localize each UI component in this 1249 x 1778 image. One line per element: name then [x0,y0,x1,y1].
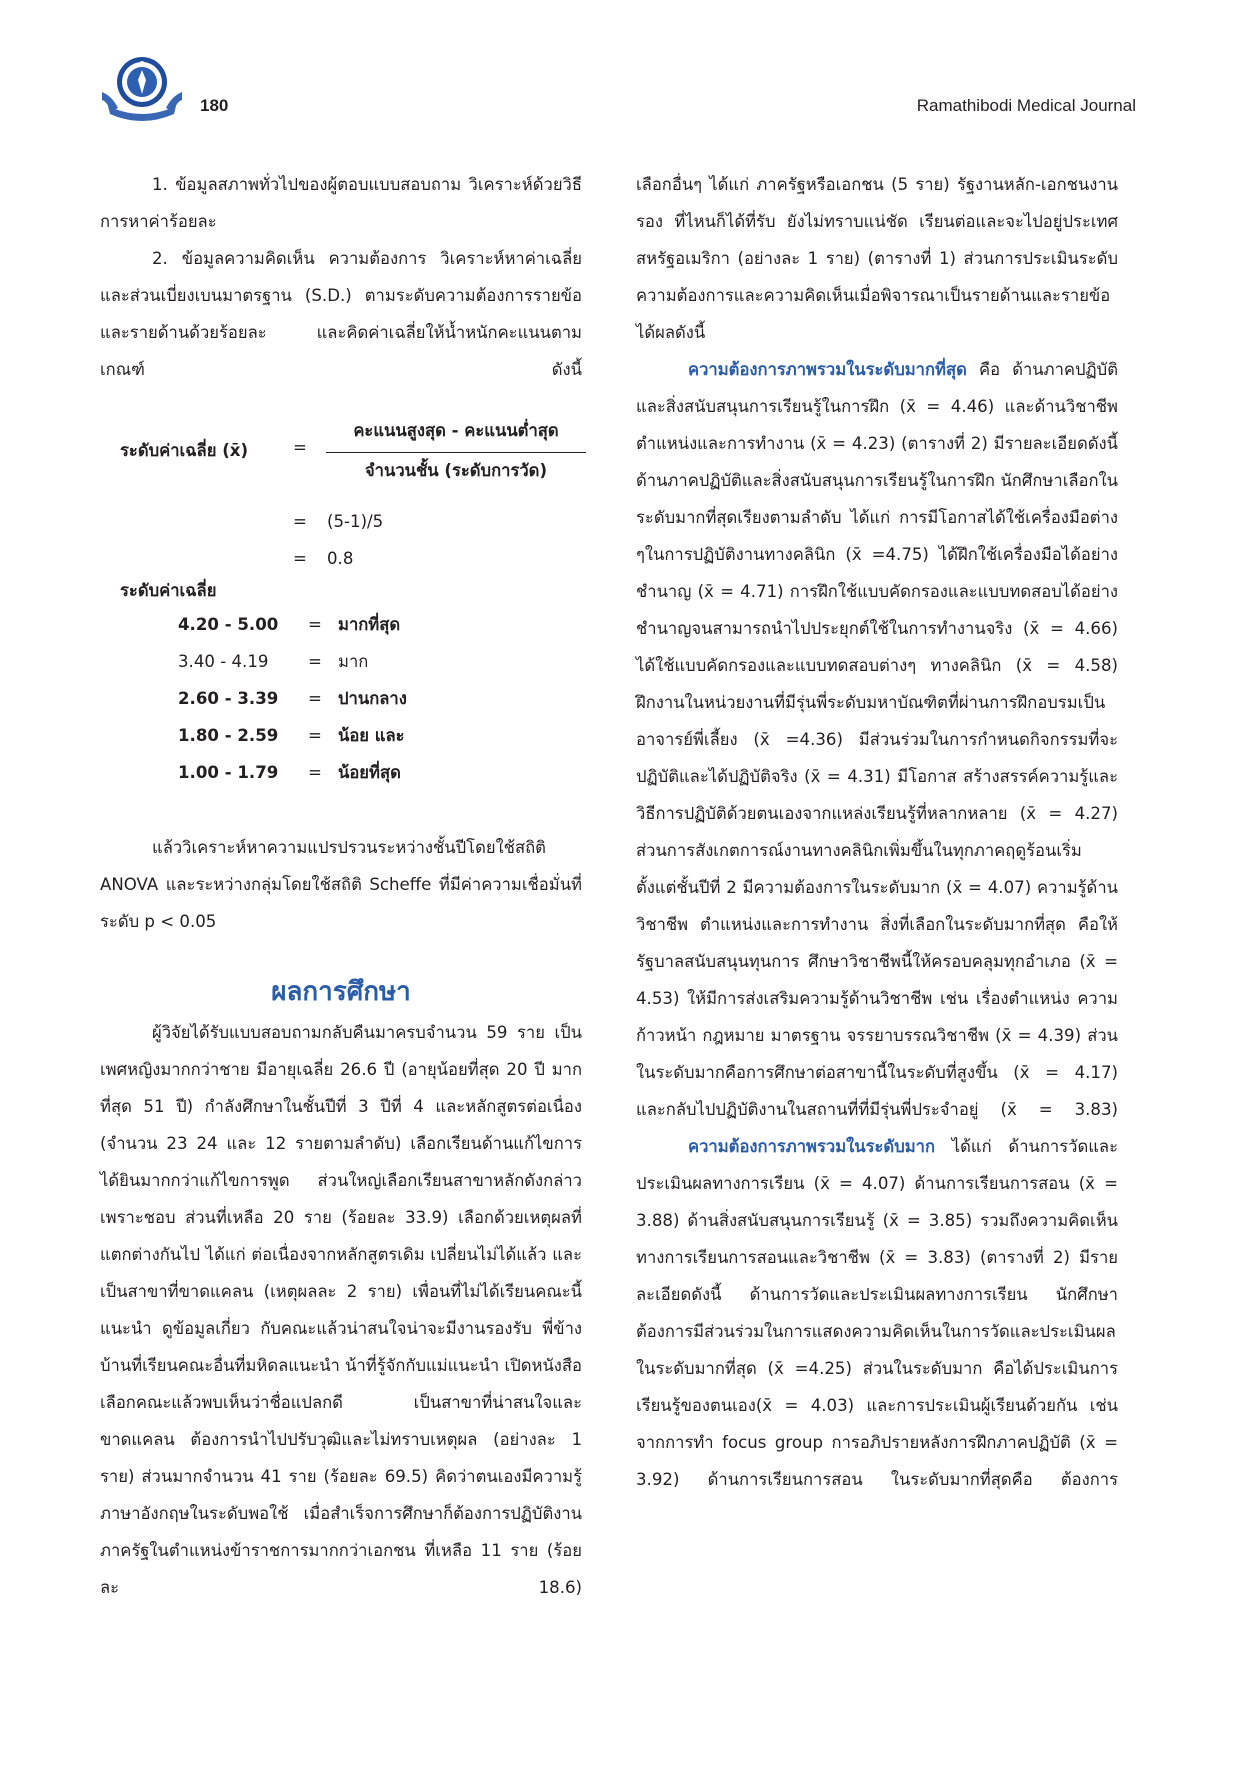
level-row [178,643,407,680]
journal-logo [100,52,184,124]
average-levels-table [178,606,407,791]
level-range: 3.40 - 4.19 [178,652,269,671]
formula-step-1: (5-1)/5 [327,512,384,531]
level-label: มากที่สุด [338,614,401,634]
level-range: 1.80 - 2.59 [178,726,279,745]
average-formula [100,421,582,610]
spacer [100,791,582,829]
level-equals: = [308,726,322,745]
anova-paragraph: แล้ววิเคราะห์หาความแปรปรวนระหว่างชั้นปีโดยใช้สถิติ ANOVA และระหว่างกลุ่มโดยใช้สถิติ Scheffe ที่มีค่าความเชื่อมั่นที่ระดับ p < 0.05 [100,838,582,931]
level-label: น้อย และ [338,725,405,745]
journal-name: Ramathibodi Medical Journal [916,96,1136,115]
level-equals: = [308,763,322,782]
page-number: 180 [200,96,229,115]
formula-label: ระดับค่าเฉลี่ย (x̄) [120,441,249,460]
method-item-1: 1. ข้อมูลสภาพทั่วไปของผู้ตอบแบบสอบถาม วิเคราะห์ด้วยวิธีการหาค่าร้อยละ [100,175,582,231]
high-needs-heading: ความต้องการภาพรวมในระดับมาก [688,1137,936,1156]
level-equals: = [308,652,322,671]
highest-needs-heading: ความต้องการภาพรวมในระดับมากที่สุด [688,360,967,379]
highest-needs-text: คือ ด้านภาคปฏิบัติและสิ่งสนับสนุนการเรียนรู้ในการฝึก (x̄ = 4.46) และด้านวิชาชีพ ตำแหน่งและการทำงาน (x̄ = 4.23) (ตารางที่ 2) มีรายละเอียดดังนี้ ด้านภาคปฏิบัติและสิ่งสนับสนุนการเรียนรู้ในการฝึก นักศึกษาเลือกในระดับมากที่สุดเรียงตามลำดับ ได้แก่ การมีโอกาสได้ใช้เครื่องมือต่าง ๆในการปฏิบัติงานทางคลินิก (x̄ =4.75) ได้ฝึกใช้เครื่องมือได้อย่างชำนาญ (x̄ = 4.71) การฝึกใช้แบบคัดกรองและแบบทดสอบได้อย่างชำนาญจนสามารถนำไปประยุกต์ใช้ในการทำงานจริง (x̄ = 4.66) ได้ใช้แบบคัดกรองและแบบทดสอบต่างๆ ทางคลินิก (x̄ = 4.58) ฝึกงานในหน่วยงานที่มีรุ่นพี่ระดับมหาบัณฑิตที่ผ่านการฝึกอบรมเป็นอาจารย์พี่เลี้ยง (x̄ =4.36) มีส่วนร่วมในการกำหนดกิจกรรมที่จะปฏิบัติและได้ปฏิบัติจริง (x̄ = 4.31) มีโอกาส สร้างสรรค์ความรู้และวิธีการปฏิบัติด้วยตนเองจากแหล่งเรียนรู้ที่หลากหลาย (x̄ = 4.27) ส่วนการสังเกตการณ์งานทางคลินิกเพิ่มขึ้นในทุกภาคฤดูร้อนเริ่มตั้งแต่ชั้นปีที่ 2 มีความต้องการในระดับมาก (x̄ = 4.07) ความรู้ด้านวิชาชีพ ตำแหน่งและการทำงาน สิ่งที่เลือกในระดับมากที่สุด คือให้รัฐบาลสนับสนุนทุนการ ศึกษาวิชาชีพนี้ให้ครอบคลุมทุกอำเภอ (x̄ = 4.53) ให้มีการส่งเสริมความรู้ด้านวิชาชีพ เช่น เรื่องตำแหน่ง ความ ก้าวหน้า กฎหมาย มาตรฐาน จรรยาบรรณวิชาชีพ (x̄ = 4.39) ส่วนในระดับมากคือการศึกษาต่อสาขานี้ในระดับที่สูงขึ้น (x̄ = 4.17) และกลับไปปฏิบัติงานในสถานที่ที่มีรุ่นพี่ประจำอยู่ (x̄ = 3.83) [636,360,1118,1119]
step-2-equals: = [293,549,307,568]
level-range: 2.60 - 3.39 [178,689,279,708]
high-needs-text: ได้แก่ ด้านการวัดและประเมินผลทางการเรียน (x̄ = 4.07) ด้านการเรียนการสอน (x̄ = 3.88) ด้านสิ่งสนับสนุนการเรียนรู้ (x̄ = 3.85) รวมถึงความคิดเห็นทางการเรียนการสอนและวิชาชีพ (x̄ = 3.83) (ตารางที่ 2) มีรายละเอียดดังนี้ ด้านการวัดและประเมินผลทางการเรียน นักศึกษาต้องการมีส่วนร่วมในการแสดงความคิดเห็นในการวัดและประเมินผลในระดับมากที่สุด (x̄ =4.25) ส่วนในระดับมาก คือได้ประเมินการเรียนรู้ของตนเอง(x̄ = 4.03) และการประเมินผู้เรียนด้วยกัน เช่น จากการทำ focus group การอภิปรายหลังการฝึกภาคปฏิบัติ (x̄ = 3.92) ด้านการเรียนการสอน ในระดับมากที่สุดคือ ต้องการ [636,1137,1118,1489]
formula-numerator: คะแนนสูงสุด - คะแนนต่ำสุด [353,421,559,440]
level-label: น้อยที่สุด [338,762,401,782]
results-heading: ผลการศึกษา [271,977,411,1007]
choices-paragraph: เลือกอื่นๆ ได้แก่ ภาครัฐหรือเอกชน (5 ราย) รัฐงานหลัก-เอกชนงานรอง ที่ไหนก็ได้ที่รับ ยังไม่ทราบแน่ชัด เรียนต่อและจะไปอยู่ประเทศสหรัฐอเมริกา (อย่างละ 1 ราย) (ตารางที่ 1) ส่วนการประเมินระดับความต้องการและความคิดเห็นเมื่อพิจารณาเป็นรายด้านและรายข้อได้ผลดังนี้ [636,175,1118,342]
formula-step-2: 0.8 [327,549,354,568]
levels-title: ระดับค่าเฉลี่ย [120,581,217,600]
right-column [636,166,1118,1498]
level-label: มาก [338,651,369,671]
level-row [178,680,407,717]
level-row [178,717,407,754]
level-range: 4.20 - 5.00 [178,615,279,634]
high-needs-paragraph [636,1128,1118,1498]
highest-needs-paragraph [636,351,1118,1128]
step-1-equals: = [293,512,307,531]
level-equals: = [308,615,322,634]
left-column [100,166,582,1606]
formula-denominator: จำนวนชั้น (ระดับการวัด) [364,461,548,480]
method-item-2: 2. ข้อมูลความคิดเห็น ความต้องการ วิเคราะห์หาค่าเฉลี่ยและส่วนเบี่ยงเบนมาตรฐาน (S.D.) ตามระดับความต้องการรายข้อและรายด้านด้วยร้อยละ และคิดค่าเฉลี่ยให้น้ำหนักคะแนนตามเกณฑ์ ดังนี้ [100,249,582,379]
level-range: 1.00 - 1.79 [178,763,279,782]
level-equals: = [308,689,322,708]
formula-equals: = [293,438,307,457]
results-paragraph: ผู้วิจัยได้รับแบบสอบถามกลับคืนมาครบจำนวน 59 ราย เป็นเพศหญิงมากกว่าชาย มีอายุเฉลี่ย 26.6 ปี (อายุน้อยที่สุด 20 ปี มากที่สุด 51 ปี) กำลังศึกษาในชั้นปีที่ 3 ปีที่ 4 และหลักสูตรต่อเนื่อง (จำนวน 23 24 และ 12 รายตามลำดับ) เลือกเรียนด้านแก้ไขการได้ยินมากกว่าแก้ไขการพูด ส่วนใหญ่เลือกเรียนสาขาหลักดังกล่าวเพราะชอบ ส่วนที่เหลือ 20 ราย (ร้อยละ 33.9) เลือกด้วยเหตุผลที่แตกต่างกันไป ได้แก่ ต่อเนื่องจากหลักสูตรเดิม เปลี่ยนไม่ได้แล้ว และเป็นสาขาที่ขาดแคลน (เหตุผลละ 2 ราย) เพื่อนที่ไม่ได้เรียนคณะนี้แนะนำ ดูข้อมูลเกี่ยว กับคณะแล้วน่าสนใจน่าจะมีงานรองรับ พี่ข้างบ้านที่เรียนคณะอื่นที่มหิดลแนะนำ น้าที่รู้จักกับแม่แนะนำ เปิดหนังสือเลือกคณะแล้วพบเห็นว่าชื่อแปลกดี เป็นสาขาที่น่าสนใจและขาดแคลน ต้องการนำไปปรับวุฒิและไม่ทราบเหตุผล (อย่างละ 1 ราย) ส่วนมากจำนวน 41 ราย (ร้อยละ 69.5) คิดว่าตนเองมีความรู้ภาษาอังกฤษในระดับพอใช้ เมื่อสำเร็จการศึกษาก็ต้องการปฏิบัติงานภาครัฐในตำแหน่งข้าราชการมากกว่าเอกชน ที่เหลือ 11 ราย (ร้อยละ 18.6) [100,1023,582,1597]
level-row [178,606,407,643]
level-row [178,754,407,791]
level-label: ปานกลาง [338,688,407,708]
fraction-bar [326,452,586,453]
